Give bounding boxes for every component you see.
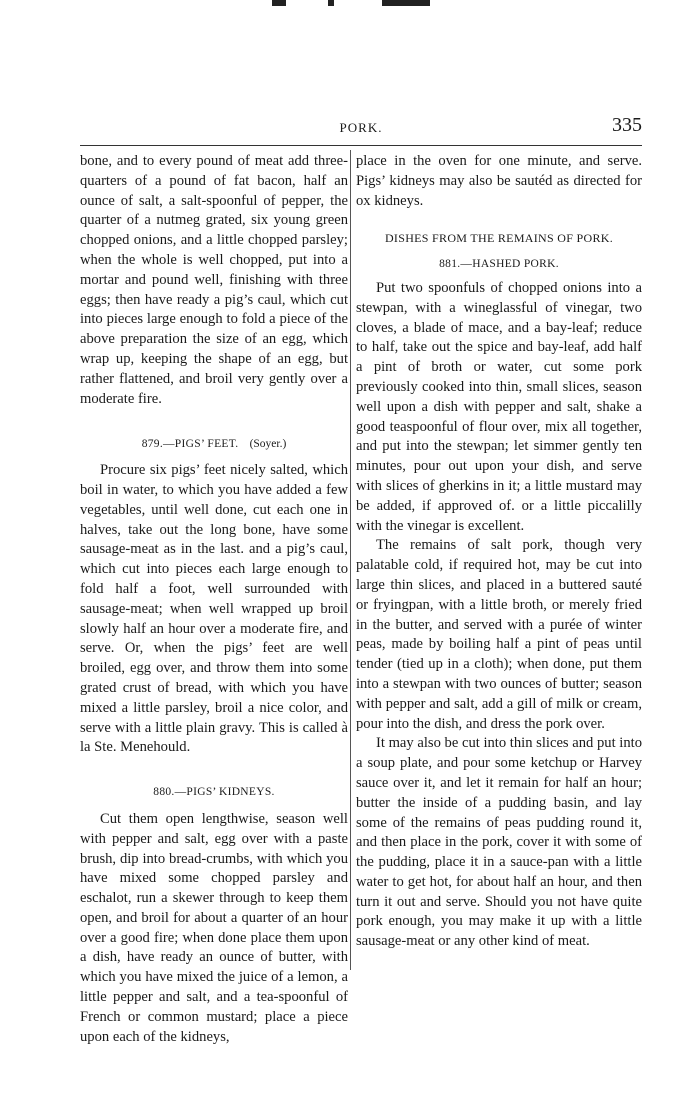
continued-paragraph: place in the oven for one minute, and serve. Pigs’ kidneys may also be sautéd as directed for ox kidneys. (356, 153, 642, 209)
recipe-880-text: Cut them open lengthwise, season well with pepper and salt, egg over with a paste brush, dip into bread-crumbs, with which you have mixed some chopped parsley and eschalot, run a skewer through to keep them open, and broil for about a quarter of an hour over a good fire; when done place them upon a dish, have ready an ounce of butter, with which you have mixed the juice of a lemon, a little pepper and salt, and a tea-spoonful of French or common mustard; place a piece upon each of the kidneys, (80, 810, 348, 1045)
recipe-attribution: (Soyer.) (249, 438, 287, 451)
page-edge-mark (328, 0, 334, 6)
recipe-881-paragraph-2: The remains of salt pork, though very palatable cold, if required hot, may be cut into large thin slices, and placed in a buttered sauté or fryingpan, with a little broth, or merely fried in the butter, and served with a purée of winter peas, made by boiling half a pint of peas until tender (tied up in a cloth); when done, put them into a stewpan with two ounces of butter; season with pepper and salt, add a gill of milk or cream, pour into the dish, and dress the pork over. (356, 537, 642, 732)
column-divider (350, 150, 351, 970)
page-edge-mark (382, 0, 430, 6)
recipe-880-heading: 880.—PIGS’ KIDNEYS. (153, 786, 275, 799)
left-column (80, 152, 348, 1047)
running-head: PORK. (339, 120, 383, 135)
recipe-881-paragraph-1: Put two spoonfuls of chopped onions into a stewpan, with a wineglassful of vinegar, two cloves, a blade of mace, and a bay-leaf; reduce to half, take out the spice and bay-leaf, add half a pint of broth or water, cut some pork previously cooked into thin, small slices, season well upon a dish with pepper and salt, shake a good teaspoonful of flour over, mix all together, and put into the stewpan; let simmer gently ten minutes, pour out upon your dish, and serve with slices of gherkins in it; a little mustard may be added, if approved of. or a little piccalilly with the vinegar is excellent. (356, 279, 642, 534)
recipe-879-text: Procure six pigs’ feet nicely salted, which boil in water, to which you have added a few vegetables, until well done, cut each one in halves, take out the long bone, have some sausage-meat as in the last. and a pig’s caul, which cut into pieces each large enough to fold half a foot, well surrounded with sausage-meat; when well wrapped up broil slowly half an hour over a moderate fire, and serve. Or, when the pigs’ feet are well broiled, egg over, and throw them into some grated crust of bread, with which you have mixed a little parsley, broil a nice color, and serve with a little plain gravy. This is called à la Ste. Menehould. (80, 462, 348, 756)
recipe-title: 879.—PIGS’ FEET. (141, 438, 239, 451)
header-rule (80, 145, 642, 146)
right-column (356, 152, 642, 952)
continued-paragraph: bone, and to every pound of meat add three-quarters of a pound of fat bacon, half an ounce of salt, a salt-spoonful of pepper, the quarter of a nutmeg grated, six young green chopped onions, and a little chopped parsley; when the whole is well chopped, put into a mortar and pound well, finishing with three eggs; then have ready a pig’s caul, which cut into pieces large enough to fold a piece of the above preparation the size of an egg, which wrap up, keeping the shape of an egg, but rather flattened, and broil very gently over a moderate fire. (80, 153, 348, 407)
page-edge-mark (272, 0, 286, 6)
page-number: 335 (612, 114, 642, 136)
section-heading: DISHES FROM THE REMAINS OF PORK. (384, 231, 614, 246)
recipe-881-heading: 881.—HASHED PORK. (439, 258, 559, 271)
recipe-881-paragraph-3: It may also be cut into thin slices and put into a soup plate, and pour some ketchup or Harvey sauce over it, and let it remain for half an hour; butter the inside of a pudding basin, and lay some of the remains of peas pudding round it, and then place in the pork, cover it with some of the pudding, place it in a sauce-pan with a little water to get hot, for about half an hour, and then turn it out and serve. Should you not have quite pork enough, you may make it up with a little sausage-meat or any other kind of meat. (356, 735, 642, 950)
recipe-879-heading (80, 435, 348, 455)
page-header (80, 114, 642, 142)
